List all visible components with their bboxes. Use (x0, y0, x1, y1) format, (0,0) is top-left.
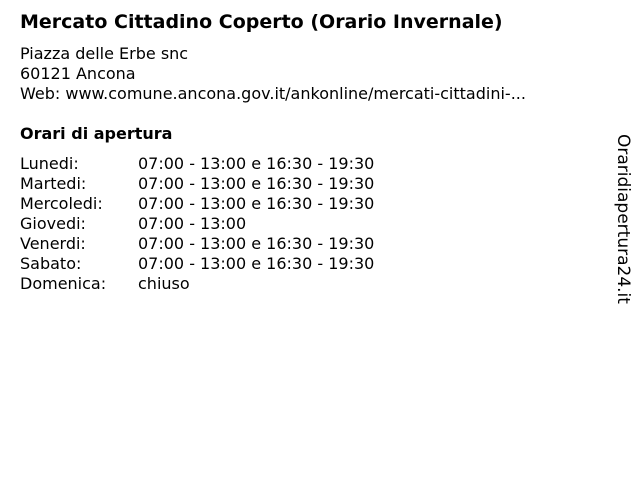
time-value: 07:00 - 13:00 e 16:30 - 19:30 (138, 174, 375, 193)
watermark-text: Oraridiapertura24.it (613, 134, 633, 304)
time-value: 07:00 - 13:00 e 16:30 - 19:30 (138, 194, 375, 213)
day-label: Sabato: (20, 254, 82, 273)
day-label: Venerdi: (20, 234, 86, 253)
page-title: Mercato Cittadino Coperto (Orario Invernale) (20, 11, 503, 33)
website-link[interactable]: Web: www.comune.ancona.gov.it/ankonline/mercati-cittadini-... (20, 84, 526, 103)
time-value: 07:00 - 13:00 e 16:30 - 19:30 (138, 254, 375, 273)
time-value: 07:00 - 13:00 e 16:30 - 19:30 (138, 154, 375, 173)
time-value: 07:00 - 13:00 (138, 214, 247, 233)
day-label: Mercoledi: (20, 194, 103, 213)
city-postcode: 60121 Ancona (20, 64, 136, 83)
time-value: 07:00 - 13:00 e 16:30 - 19:30 (138, 234, 375, 253)
site-watermark (611, 134, 635, 310)
street-address: Piazza delle Erbe snc (20, 44, 189, 63)
day-label: Martedi: (20, 174, 87, 193)
day-label: Giovedi: (20, 214, 86, 233)
opening-hours-heading: Orari di apertura (20, 124, 173, 143)
day-label: Domenica: (20, 274, 107, 293)
time-value: chiuso (138, 274, 190, 293)
day-label: Lunedi: (20, 154, 79, 173)
address-block (20, 44, 526, 104)
